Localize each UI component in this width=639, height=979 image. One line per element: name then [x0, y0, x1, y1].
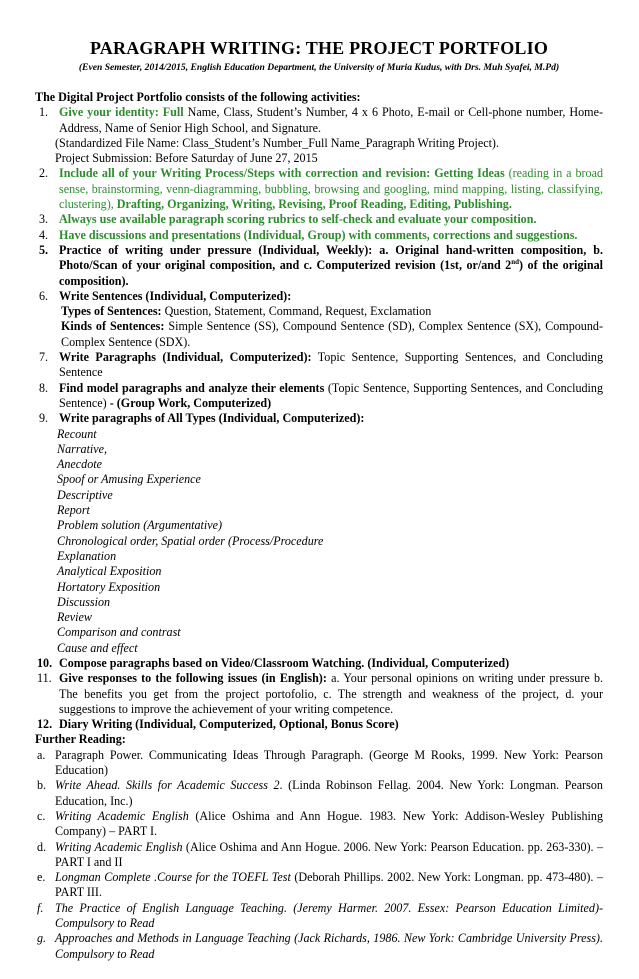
paragraph-type: Explanation: [57, 548, 117, 563]
reference-text: Approaches and Methods in Language Teaching (Jack Richards, 1986. New York: Cambridge University Press). Compulsory to Read: [55, 931, 603, 961]
reference-c: [35, 809, 603, 840]
item-letter: e.: [37, 870, 46, 885]
reference-e: [35, 870, 603, 901]
item-text: (Topic Sentence, Supporting Sentences, and Concluding Sentence): [59, 380, 603, 410]
paragraph-type: Recount: [57, 426, 97, 441]
kinds-text: Simple Sentence (SS), Compound Sentence (SD), Complex Sentence (SX), Compound-Complex Sentence (SDX).: [61, 319, 603, 349]
item-text-2: ) of the original composition).: [59, 258, 603, 288]
list-item-10: [35, 656, 603, 671]
intro-text: The Digital Project Portfolio consists of the following activities:: [35, 90, 361, 104]
types-of-sentences: [35, 304, 603, 319]
item-text: (reading in a broad sense, brainstorming, venn-diagramming, bubbling, browsing and googling, mind mapping, listing, classifying, clustering),: [59, 166, 604, 212]
item-text: Diary Writing (Individual, Computerized, Optional, Bonus Score): [59, 717, 399, 732]
item-number: 3.: [39, 212, 49, 227]
reference-g: [35, 931, 603, 962]
paragraph-type: Report: [57, 503, 90, 518]
page-title: PARAGRAPH WRITING: THE PROJECT PORTFOLIO: [89, 38, 549, 58]
kinds-label: Kinds of Sentences:: [61, 319, 165, 334]
reference-title: Write Ahead. Skills for Academic Success 2: [55, 778, 280, 793]
item-number: 7.: [39, 350, 49, 365]
item-text: Have discussions and presentations (Individual, Group) with comments, corrections and suggestions.: [59, 227, 578, 242]
reference-title: Writing Academic English: [55, 808, 189, 823]
item-bold-2: - (Group Work, Computerized): [109, 395, 272, 410]
document-page: [35, 38, 603, 962]
reference-text: (Alice Oshima and Ann Hogue. 1983. New York: Addison-Wesley Publishing Company) – PART I.: [55, 808, 604, 839]
page-subtitle: (Even Semester, 2014/2015, English Education Department, the University of Muria Kudus, with Drs. Muh Syafei, M.Pd): [78, 62, 560, 73]
list-item-4: [35, 228, 603, 243]
reference-text: The Practice of English Language Teaching. (Jeremy Harmer. 2007. Essex: Pearson Education Limited)- Compulsory to Read: [55, 900, 603, 931]
item-text: Name, Class, Student’s Number, 4 x 6 Photo, E-mail or Cell-phone number, Home-Address, Name of Senior High School, and Signature.: [59, 105, 603, 135]
paragraph-type: Chronological order, Spatial order (Process/Procedure: [57, 533, 324, 548]
reference-title: Longman Complete .Course for the TOEFL Test: [55, 870, 291, 885]
item-bold: Write Paragraphs (Individual, Computerized):: [59, 350, 312, 365]
paragraph-type: Narrative,: [57, 441, 108, 456]
item-letter: f.: [37, 900, 44, 915]
paragraph-type: Spoof or Amusing Experience: [57, 472, 201, 487]
item-number: 9.: [39, 411, 49, 426]
item-bold-2: Drafting, Organizing, Writing, Revising, Proof Reading, Editing, Publishing.: [116, 197, 512, 212]
list-item-9: [35, 411, 603, 426]
reference-d: [35, 840, 603, 871]
item-heading: Write paragraphs of All Types (Individual, Computerized):: [59, 411, 365, 426]
reference-b: [35, 778, 603, 809]
submission-note: Project Submission: Before Saturday of June 27, 2015: [55, 151, 318, 166]
paragraph-type: Discussion: [57, 594, 111, 609]
item-text: Topic Sentence, Supporting Sentences, and Concluding Sentence: [59, 350, 603, 380]
paragraph-type: Problem solution (Argumentative): [57, 518, 223, 533]
kinds-of-sentences: [35, 319, 603, 350]
paragraph-type: Comparison and contrast: [57, 625, 181, 640]
item-letter: a.: [37, 747, 46, 762]
types-text: Question, Statement, Command, Request, Exclamation: [161, 304, 432, 319]
list-item-11: [35, 671, 603, 717]
item-number: 8.: [39, 380, 49, 395]
list-item-2: [35, 166, 603, 212]
paragraph-type: Analytical Exposition: [57, 564, 162, 579]
reference-text: . (Linda Robinson Fellag. 2004. New York: Longman. Pearson Education, Inc.): [55, 778, 603, 808]
item-text: Compose paragraphs based on Video/Classroom Watching. (Individual, Computerized): [59, 655, 510, 670]
item-bold: Give responses to the following issues (in English):: [59, 671, 327, 686]
item-text: a. Your personal opinions on writing under pressure b. The benefits you get from the project portofolio, c. The strength and weakness of the project, d. your suggestions to improve the achievement of your writing competence.: [59, 671, 604, 716]
reference-text: Paragraph Power. Communicating Ideas Through Paragraph. (George M Rooks, 1999. New York: Pearson Education): [55, 747, 603, 778]
superscript: nd: [511, 258, 520, 267]
file-name-note: (Standardized File Name: Class_Student’s Number_Full Name_Paragraph Writing Project).: [55, 135, 499, 150]
paragraph-type: Descriptive: [57, 487, 113, 502]
item-bold: Include all of your Writing Process/Steps with correction and revision: Getting Ideas: [59, 166, 505, 181]
list-item-3: [35, 212, 603, 227]
item-letter: g.: [37, 931, 47, 946]
list-item-5: [35, 243, 603, 289]
list-item-12: [35, 717, 603, 732]
item-number: 4.: [39, 227, 49, 242]
further-reading-heading: Further Reading:: [35, 732, 126, 747]
item-number: 10.: [37, 655, 53, 670]
item-number: 6.: [39, 288, 49, 303]
reference-a: [35, 748, 603, 779]
types-label: Types of Sentences:: [61, 304, 162, 319]
list-item-6: [35, 289, 603, 304]
paragraph-type: Cause and effect: [57, 640, 138, 655]
item-text: Always use available paragraph scoring rubrics to self-check and evaluate your composition.: [59, 212, 537, 227]
item-text: Practice of writing under pressure (Individual, Weekly): a. Original hand-written composition, b. Photo/Scan of your original composition, and c. Computerized revision (1st, or/and 2: [59, 242, 603, 273]
item-bold: Give your identity: Full: [59, 105, 184, 120]
reference-title: Writing Academic English: [55, 839, 183, 854]
list-item-1: [35, 105, 603, 136]
item-heading: Write Sentences (Individual, Computerized):: [59, 288, 292, 303]
paragraph-types-list: [35, 427, 603, 656]
list-item-7: [35, 350, 603, 381]
item-number: 12.: [37, 717, 53, 732]
item-letter: b.: [37, 778, 47, 793]
item-number: 1.: [39, 105, 49, 120]
item-number: 11.: [37, 671, 52, 686]
item-bold: Find model paragraphs and analyze their elements: [59, 380, 325, 395]
item-letter: c.: [37, 808, 46, 823]
reference-f: [35, 901, 603, 932]
paragraph-type: Hortatory Exposition: [57, 579, 161, 594]
list-item-8: [35, 381, 603, 412]
item-letter: d.: [37, 839, 47, 854]
item-number: 2.: [39, 166, 49, 181]
paragraph-type: Review: [57, 610, 92, 625]
reference-text: (Alice Oshima and Ann Hogue. 2006. New York: Pearson Education. pp. 263-330). – PART I and II: [55, 839, 603, 869]
item-number: 5.: [39, 242, 49, 257]
reference-text: (Deborah Phillips. 2002. New York: Longman. pp. 473-480). – PART III.: [55, 870, 603, 900]
paragraph-type: Anecdote: [57, 457, 102, 472]
